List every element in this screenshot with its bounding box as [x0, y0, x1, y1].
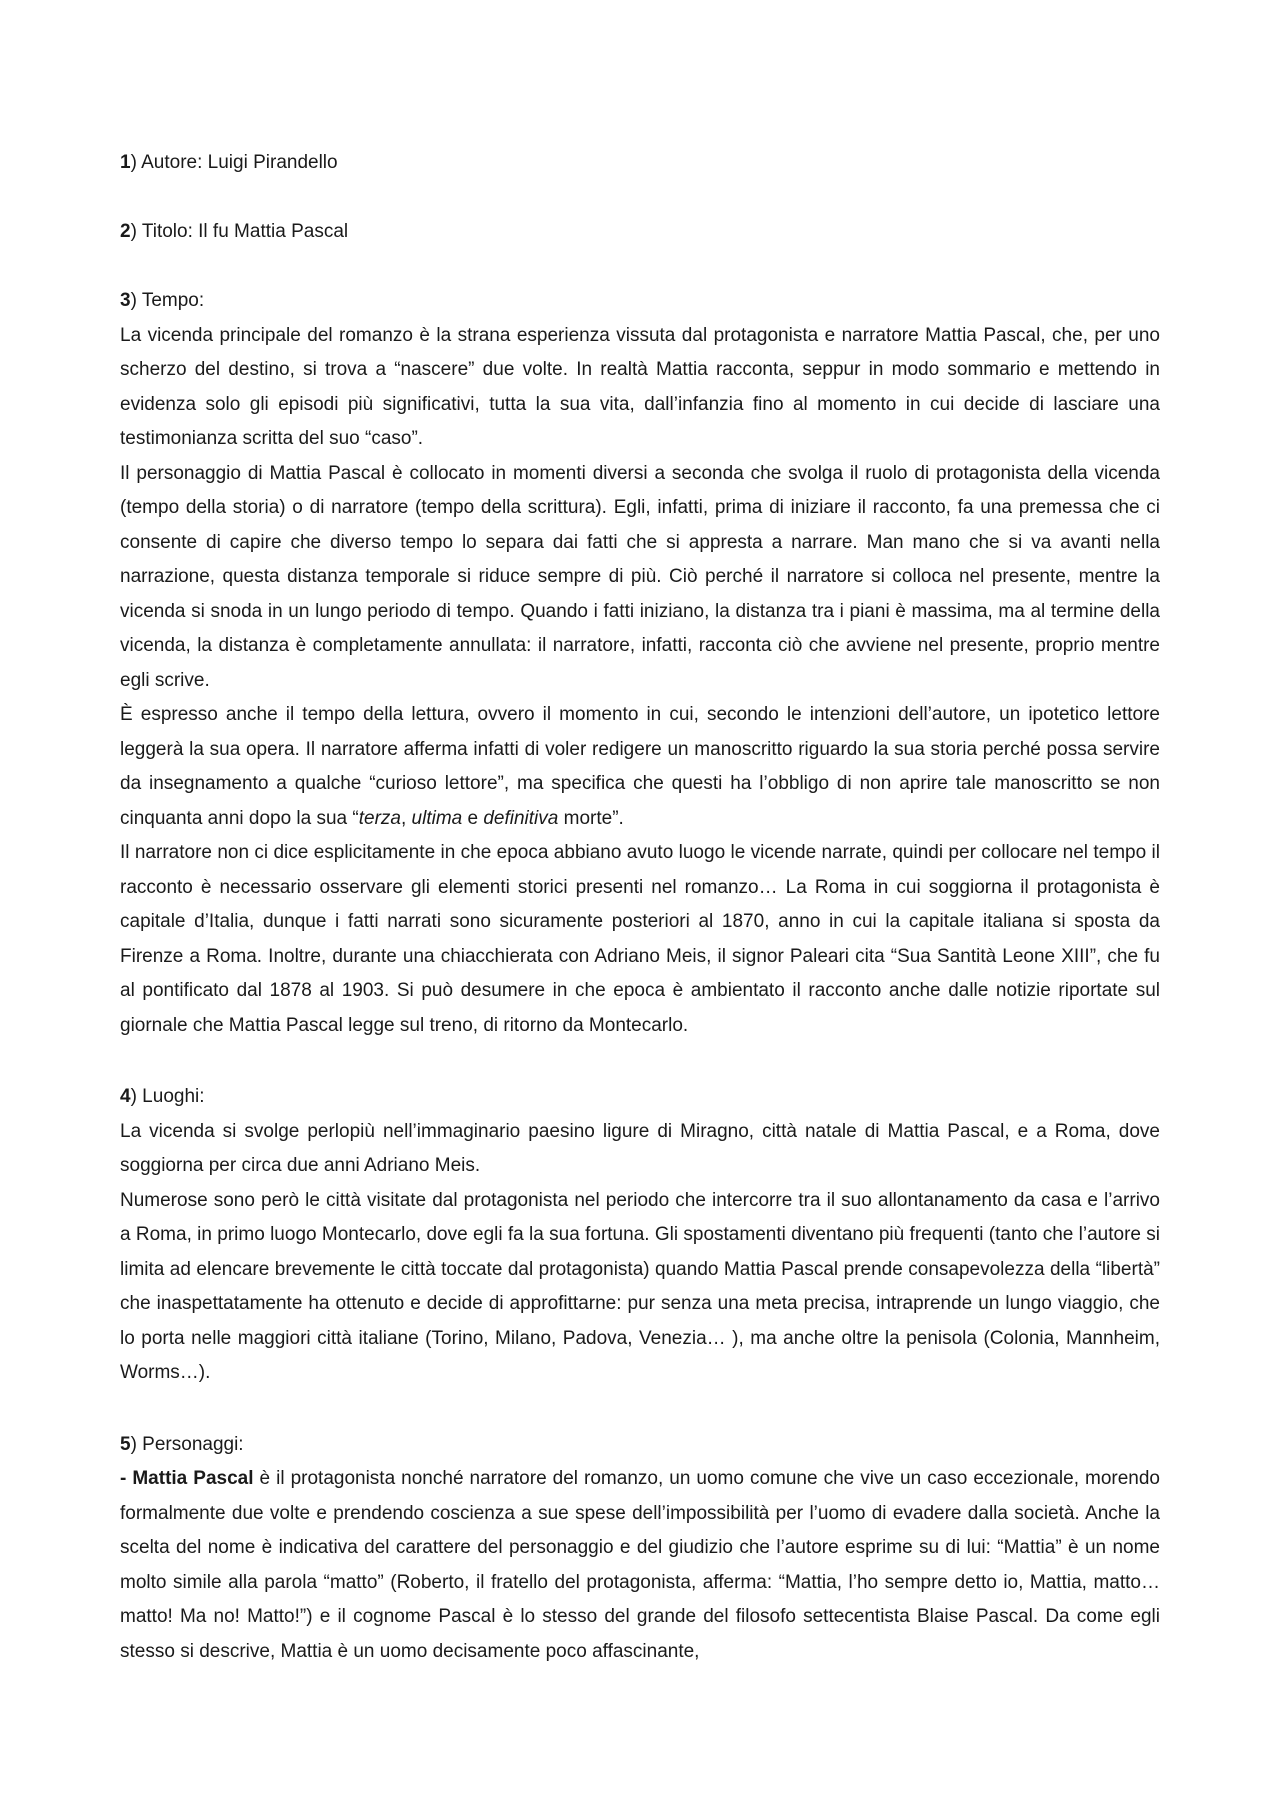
text-run: è il protagonista nonché narratore del romanzo, un uomo comune che vive un caso eccezionale, morendo formalmente due volte e prendendo coscienza a sue spese dell’impossibilità per l’uomo di evadere dalla società. Anche la scelta del nome è indicativa del carattere del personaggio e del giudizio che l’autore esprime su di lui: “Mattia” è un nome molto simile alla parola “matto” (Roberto, il fratello del protagonista, afferma: “Mattia, l’ho sempre detto io, Mattia, matto… matto! Ma no! Matto!”) e il cognome Pascal è lo stesso del grande del filosofo settecentista Blaise Pascal. Da come egli stesso si descrive, Mattia è un uomo decisamente poco affascinante, — [120, 1468, 1161, 1662]
character-name: - Mattia Pascal — [120, 1468, 254, 1489]
section-title: ) Tempo: — [130, 290, 205, 311]
section-heading-autore — [120, 146, 1160, 181]
section-title: ) Autore: Luigi Pirandello — [130, 152, 338, 173]
section-title: ) Personaggi: — [130, 1433, 244, 1455]
italic-run: ultima — [411, 807, 463, 829]
section-heading-personaggi — [120, 1428, 1160, 1463]
paragraph-tempo-3 — [120, 698, 1160, 836]
paragraph-tempo-4: Il narratore non ci dice esplicitamente in che epoca abbiano avuto luogo le vicende narrate, quindi per collocare nel tempo il racconto è necessario osservare gli elementi storici presenti nel romanzo… La Roma in cui soggiorna il protagonista è capitale d’Italia, dunque i fatti narrati sono sicuramente posteriori al 1870, anno in cui la capitale italiana si sposta da Firenze a Roma. Inoltre, durante una chiacchierata con Adriano Meis, il signor Paleari cita “Sua Santità Leone XIII”, che fu al pontificato dal 1878 al 1903. Si può desumere in che epoca è ambientato il racconto anche dalle notizie riportate sul giornale che Mattia Pascal legge sul treno, di ritorno da Montecarlo. — [120, 842, 1160, 1036]
spacer — [120, 250, 1160, 285]
section-title: ) Luoghi: — [130, 1086, 205, 1107]
section-heading-tempo — [120, 284, 1160, 319]
document-page — [120, 146, 1160, 1669]
section-number: 5 — [120, 1433, 131, 1455]
section-heading-titolo — [120, 215, 1160, 250]
paragraph-luoghi-1: La vicenda si svolge perlopiù nell’immaginario paesino ligure di Miragno, città natale di Mattia Pascal, e a Roma, dove soggiorna per circa due anni Adriano Meis. — [120, 1120, 1160, 1176]
section-number: 2 — [120, 221, 131, 242]
paragraph-luoghi-2: Numerose sono però le città visitate dal protagonista nel periodo che intercorre tra il suo allontanamento da casa e l’arrivo a Roma, in primo luogo Montecarlo, dove egli fa la sua fortuna. Gli spostamenti diventano più frequenti (tanto che l’autore si limita ad elencare brevemente le città toccate dal protagonista) quando Mattia Pascal prende consapevolezza della “libertà” che inaspettatamente ha ottenuto e decide di approfittarne: pur senza una meta precisa, intraprende un lungo viaggio, che lo porta nelle maggiori città italiane (Torino, Milano, Padova, Venezia… ), ma anche oltre la penisola (Colonia, Mannheim, Worms…). — [120, 1189, 1160, 1383]
section-heading-luoghi — [120, 1080, 1160, 1115]
text-run: , — [400, 807, 412, 829]
italic-run: definitiva — [483, 807, 559, 829]
section-title: ) Titolo: Il fu Mattia Pascal — [130, 221, 349, 242]
text-run: e — [462, 807, 484, 829]
italic-run: terza — [358, 807, 401, 829]
text-run: morte”. — [558, 807, 624, 829]
section-number: 3 — [120, 290, 131, 311]
text-run: È espresso anche il tempo della lettura, ovvero il momento in cui, secondo le intenzioni dell’autore, un ipotetico lettore leggerà la sua opera. Il narratore afferma infatti di voler redigere un manoscritto riguardo la sua storia perché possa servire da insegnamento a qualche “curioso lettore”, ma specifica che questi ha l’obbligo di non aprire tale manoscritto se non cinquanta anni dopo la sua “ — [120, 704, 1160, 829]
paragraph-personaggi-1 — [120, 1462, 1160, 1669]
paragraph-tempo-1: La vicenda principale del romanzo è la strana esperienza vissuta dal protagonista e narratore Mattia Pascal, che, per uno scherzo del destino, si trova a “nascere” due volte. In realtà Mattia racconta, seppur in modo sommario e mettendo in evidenza solo gli episodi più significativi, tutta la sua vita, dall’infanzia fino al momento in cui decide di lasciare una testimonianza scritta del suo “caso”. — [120, 324, 1160, 449]
paragraph-tempo-2: Il personaggio di Mattia Pascal è collocato in momenti diversi a seconda che svolga il ruolo di protagonista della vicenda (tempo della storia) o di narratore (tempo della scrittura). Egli, infatti, prima di iniziare il racconto, fa una premessa che ci consente di capire che diverso tempo lo separa dai fatti che si appresta a narrare. Man mano che si va avanti nella narrazione, questa distanza temporale si riduce sempre di più. Ciò perché il narratore si colloca nel presente, mentre la vicenda si snoda in un lungo periodo di tempo. Quando i fatti iniziano, la distanza tra i piani è massima, ma al termine della vicenda, la distanza è completamente annullata: il narratore, infatti, racconta ciò che avviene nel presente, proprio mentre egli scrive. — [120, 462, 1160, 691]
spacer — [120, 1391, 1160, 1428]
section-number: 4 — [120, 1086, 131, 1107]
spacer — [120, 181, 1160, 216]
section-number: 1 — [120, 152, 131, 173]
spacer — [120, 1043, 1160, 1080]
